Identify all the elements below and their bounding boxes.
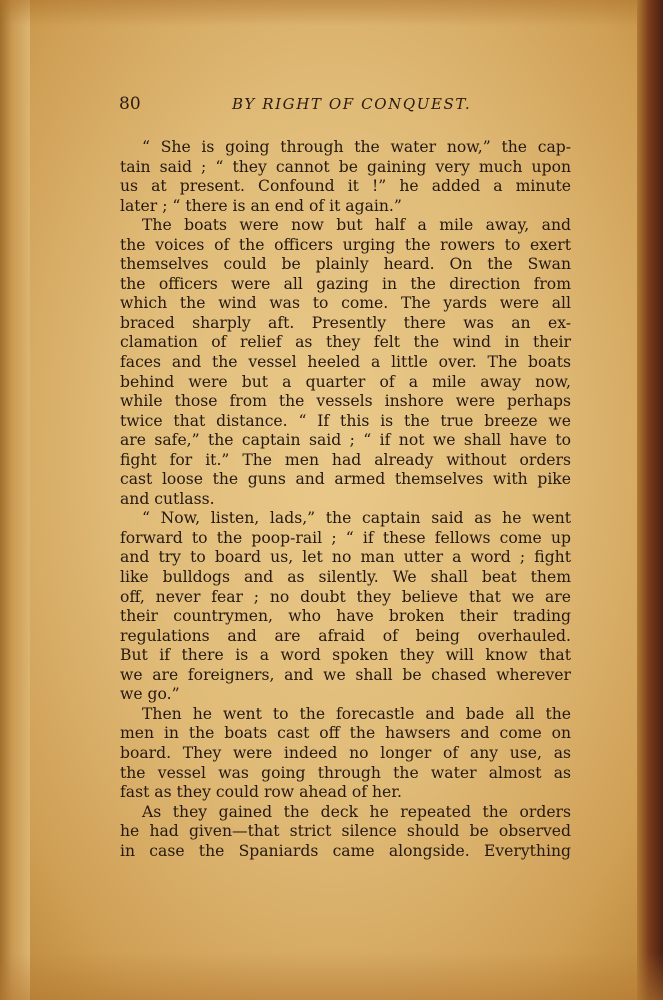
body-text	[120, 138, 571, 861]
page-header	[119, 94, 571, 118]
text-line: men in the boats cast off the hawsers and come on	[120, 724, 571, 743]
text-line: the voices of the officers urging the rowers to exert	[120, 235, 571, 254]
text-line: while those from the vessels inshore were perhaps	[120, 392, 571, 411]
text-line: clamation of relief as they felt the wind in their	[120, 333, 571, 352]
text-line: tain said ; “ they cannot be gaining very much upon	[120, 157, 571, 176]
page-top-edge	[0, 0, 663, 26]
text-line: board. They were indeed no longer of any use, as	[120, 743, 571, 762]
text-line: like bulldogs and as silently. We shall beat them	[120, 568, 571, 587]
text-line: fight for it.” The men had already without orders	[120, 450, 571, 469]
text-line: braced sharply aft. Presently there was an ex-	[120, 313, 571, 332]
page-bottom-edge	[0, 952, 663, 1000]
text-line: cast loose the guns and armed themselves with pike	[120, 470, 571, 489]
text-line: behind were but a quarter of a mile away now,	[120, 372, 571, 391]
text-line: the vessel was going through the water almost as	[120, 763, 571, 782]
text-line: us at present. Confound it !” he added a minute	[120, 177, 571, 196]
text-line: we are foreigners, and we shall be chased wherever	[120, 665, 571, 684]
text-line: we go.”	[120, 685, 180, 704]
text-line: Then he went to the forecastle and bade all the	[142, 704, 571, 723]
page-right-edge	[637, 0, 663, 1000]
text-line: As they gained the deck he repeated the orders	[142, 802, 571, 821]
text-line: fast as they could row ahead of her.	[120, 783, 402, 802]
text-line: he had given—that strict silence should be observed	[120, 822, 571, 841]
text-line: “ She is going through the water now,” the cap-	[142, 138, 571, 156]
text-line: which the wind was to come. The yards were all	[120, 294, 571, 313]
text-line: in case the Spaniards came alongside. Everything	[120, 841, 571, 860]
text-line: and try to board us, let no man utter a word ; fight	[120, 548, 571, 567]
text-line: faces and the vessel heeled a little over. The boats	[120, 353, 571, 372]
text-line: themselves could be plainly heard. On the Swan	[120, 255, 571, 274]
page-gutter	[0, 0, 30, 1000]
text-line: their countrymen, who have broken their trading	[120, 607, 571, 626]
text-line: off, never fear ; no doubt they believe that we are	[120, 587, 571, 606]
text-line: The boats were now but half a mile away, and	[142, 216, 571, 235]
text-line: “ Now, listen, lads,” the captain said as he went	[142, 509, 571, 528]
page-number: 80	[119, 94, 141, 114]
text-line: But if there is a word spoken they will know that	[120, 646, 571, 665]
text-line: later ; “ there is an end of it again.”	[120, 196, 402, 215]
text-line: the officers were all gazing in the direction from	[120, 274, 571, 293]
text-line: and cutlass.	[120, 489, 215, 508]
text-line: regulations and are afraid of being overhauled.	[120, 626, 571, 645]
text-line: twice that distance. “ If this is the true breeze we	[120, 411, 571, 430]
text-line: forward to the poop-rail ; “ if these fellows come up	[120, 528, 571, 547]
text-line: are safe,” the captain said ; “ if not we shall have to	[120, 431, 571, 450]
running-title: BY RIGHT OF CONQUEST.	[232, 95, 472, 113]
